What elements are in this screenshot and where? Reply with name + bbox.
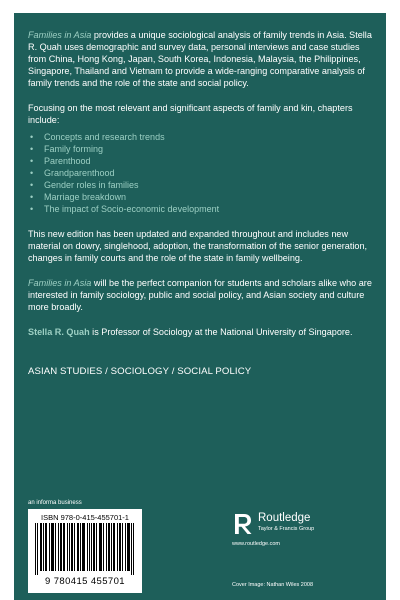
informa-tagline: an informa business xyxy=(28,500,82,506)
cover-image-credit: Cover Image: Nathan Wiles 2008 xyxy=(232,582,314,588)
chapter-item xyxy=(28,167,373,179)
barcode-icon xyxy=(34,523,136,575)
intro-paragraph xyxy=(28,29,373,89)
bullet-icon: • xyxy=(30,156,34,166)
chapter-label: Family forming xyxy=(44,144,104,154)
book-title-italic: Families in Asia xyxy=(28,30,92,40)
routledge-logo-icon xyxy=(232,512,254,536)
bullet-icon: • xyxy=(30,192,34,202)
focus-paragraph: Focusing on the most relevant and significant aspects of family and kin, chapters include: xyxy=(28,103,353,125)
isbn-label: ISBN 978-0-415-455701-1 xyxy=(41,513,129,522)
chapter-label: Gender roles in families xyxy=(44,180,139,190)
back-cover xyxy=(14,13,386,600)
bullet-icon: • xyxy=(30,132,34,142)
author-name: Stella R. Quah xyxy=(28,327,90,337)
edition-paragraph: This new edition has been updated and expanded throughout and includes new material on dowry, singlehood, adoption, the transformation of the senior generation, changes in family courts and the role of the state in family wellbeing. xyxy=(28,229,368,263)
chapter-label: Marriage breakdown xyxy=(44,192,127,202)
chapter-label: Concepts and research trends xyxy=(44,132,165,142)
bullet-icon: • xyxy=(30,204,34,214)
isbn-barcode xyxy=(28,509,142,593)
intro-text: provides a unique sociological analysis of family trends in Asia. Stella R. Quah uses demographic and survey data, personal interviews and case studies from China, Hong Kong, Japan, South Korea, Indonesia, Malaysia, the Philippines, Singapore, Thailand and Vietnam to provide a wide-ranging comparative analysis of family trends and the role of the state and social policy. xyxy=(28,30,372,88)
bullet-icon: • xyxy=(30,144,34,154)
publisher-name: Routledge xyxy=(258,512,311,524)
publisher-group: Taylor & Francis Group xyxy=(258,526,315,532)
chapter-label: Parenthood xyxy=(44,156,91,166)
companion-paragraph xyxy=(28,277,373,313)
publisher-website: www.routledge.com xyxy=(232,541,280,547)
author-paragraph xyxy=(28,326,373,338)
author-bio: is Professor of Sociology at the National University of Singapore. xyxy=(89,327,353,337)
publisher-block xyxy=(232,512,382,552)
chapter-item xyxy=(28,143,373,155)
bullet-icon: • xyxy=(30,168,34,178)
bullet-icon: • xyxy=(30,180,34,190)
chapter-label: The impact of Socio-economic development xyxy=(44,204,220,214)
book-title-italic: Families in Asia xyxy=(28,278,92,288)
chapter-list xyxy=(28,131,373,215)
chapter-item xyxy=(28,155,373,167)
chapter-item xyxy=(28,191,373,203)
chapter-label: Grandparenthood xyxy=(44,168,115,178)
blurb-text-block xyxy=(28,29,373,378)
chapter-item xyxy=(28,131,373,143)
chapter-item xyxy=(28,179,373,191)
subject-categories: ASIAN STUDIES / SOCIOLOGY / SOCIAL POLICY xyxy=(28,366,252,377)
companion-text: will be the perfect companion for students and scholars alike who are interested in family sociology, public and social policy, and Asian society and culture more broadly. xyxy=(28,278,372,312)
chapter-item xyxy=(28,203,373,215)
barcode-digits: 9 780415 455701 xyxy=(45,576,125,587)
